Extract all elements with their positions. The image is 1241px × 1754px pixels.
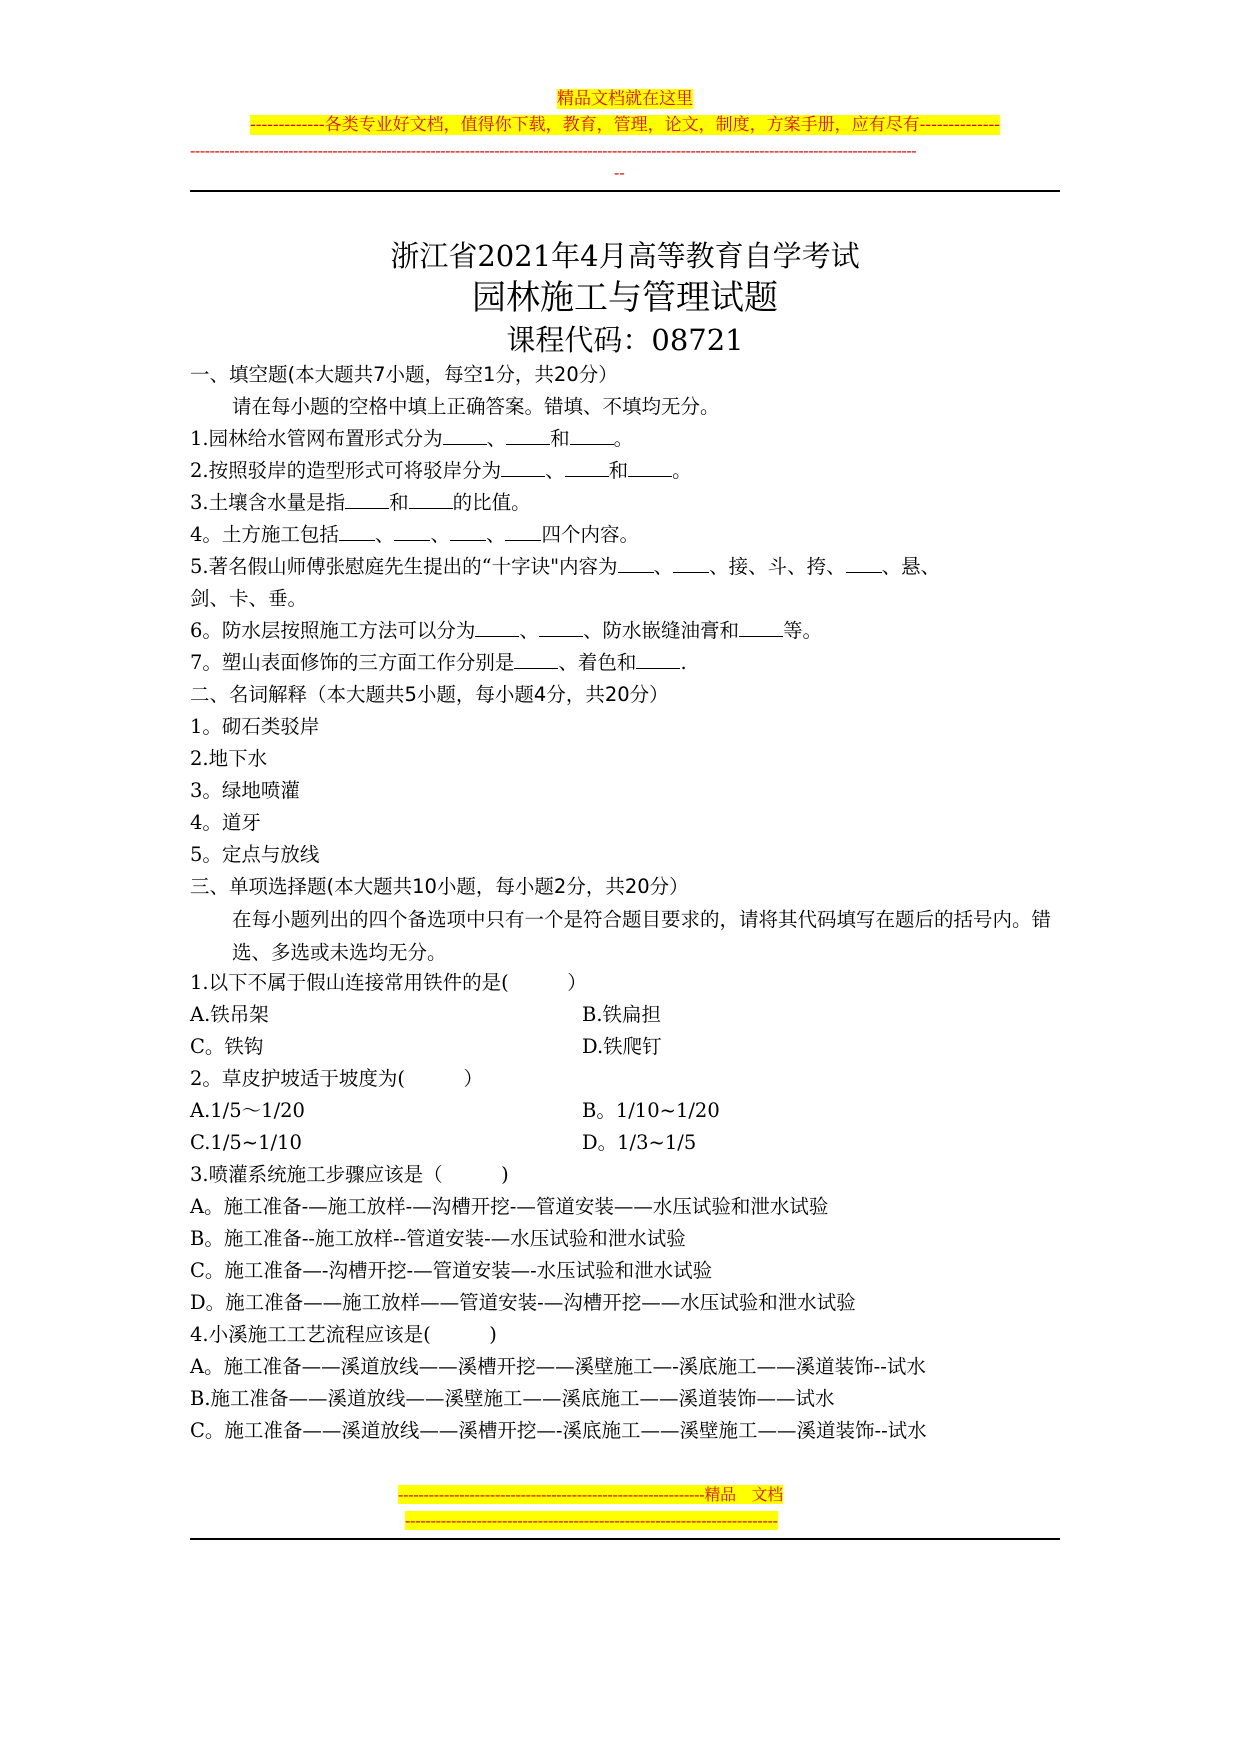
s1-question-5-cont: 剑、卡、垂。 <box>190 587 308 610</box>
s1-question-2: 2.按照驳岸的造型形式可将驳岸分为 、 和 。 <box>190 459 692 482</box>
s3-q4-option-a: A。施工准备——溪道放线——溪槽开挖——溪壁施工—-溪底施工——溪道装饰--试水 <box>190 1355 926 1378</box>
s3-question-1-stem: 1.以下不属于假山连接常用铁件的是( ） <box>190 971 587 994</box>
s3-question-2-stem: 2。草皮护坡适于坡度为( ） <box>190 1067 484 1090</box>
s3-q2-option-b: B。1/10~1/20 <box>582 1099 720 1122</box>
subject-title: 园林施工与管理试题 <box>472 278 778 318</box>
header-dash-tail: -- <box>614 163 625 182</box>
footer-rule <box>190 1538 1060 1540</box>
s3-q4-option-c: C。施工准备——溪道放线——溪槽开挖—-溪底施工——溪壁施工——溪道装饰--试水 <box>190 1419 927 1442</box>
s3-q3-option-b: B。施工准备--施工放样--管道安装-—水压试验和泄水试验 <box>190 1227 686 1250</box>
s3-q1-option-b: B.铁扁担 <box>582 1003 662 1026</box>
s3-q1-option-a: A.铁吊架 <box>190 1003 269 1026</box>
s2-term-1: 1。砌石类驳岸 <box>190 715 320 738</box>
s2-term-5: 5。定点与放线 <box>190 843 320 866</box>
section2-heading: 二、名词解释（本大题共5小题，每小题4分，共20分） <box>190 683 669 706</box>
s2-term-2: 2.地下水 <box>190 747 268 770</box>
header-line-1: 精品文档就在这里 <box>557 89 693 109</box>
footer-line-2: ------------------------------------------------------------------------- <box>405 1511 778 1530</box>
s1-question-1: 1.园林给水管网布置形式分为 、 和 。 <box>190 427 634 450</box>
footer-line-1: ------------------------------------------------------------精品 文档 <box>398 1485 783 1504</box>
header-rule <box>190 190 1060 192</box>
s1-question-7: 7。塑山表面修饰的三方面工作分别是 、着色和 . <box>190 651 687 674</box>
s3-q2-option-a: A.1/5～1/20 <box>190 1099 305 1122</box>
section3-instruction: 在每小题列出的四个备选项中只有一个是符合题目要求的，请将其代码填写在题后的括号内。错选、多选或未选均无分。 <box>232 908 1052 964</box>
s3-q2-option-d: D。1/3~1/5 <box>582 1131 697 1154</box>
s2-term-3: 3。绿地喷灌 <box>190 779 300 802</box>
s3-q2-option-c: C.1/5~1/10 <box>190 1131 302 1154</box>
s3-q4-option-b: B.施工准备——溪道放线——溪壁施工——溪底施工——溪道装饰——试水 <box>190 1387 835 1410</box>
course-code: 课程代码：08721 <box>506 323 744 357</box>
section1-instruction: 请在每小题的空格中填上正确答案。错填、不填均无分。 <box>232 395 720 418</box>
s3-q3-option-a: A。施工准备-—施工放样-—沟槽开挖-—管道安装——水压试验和泄水试验 <box>190 1195 829 1218</box>
s3-q1-option-c: C。铁钩 <box>190 1035 264 1058</box>
s1-question-6: 6。防水层按照施工方法可以分为 、 、防水嵌缝油膏和 等。 <box>190 619 822 642</box>
s2-term-4: 4。道牙 <box>190 811 261 834</box>
exam-title: 浙江省2021年4月高等教育自学考试 <box>390 239 860 273</box>
header-line-2: -------------各类专业好文档，值得你下载，教育，管理，论文，制度，方案手册，应有尽有-------------- <box>249 115 1001 135</box>
section1-heading: 一、填空题(本大题共7小题，每空1分，共20分） <box>190 363 618 386</box>
s1-question-3: 3.土壤含水量是指 和 的比值。 <box>190 491 531 514</box>
s1-question-4: 4。土方施工包括 、 、 、 四个内容。 <box>190 523 639 546</box>
s3-question-3-stem: 3.喷灌系统施工步骤应该是（ ) <box>190 1163 509 1186</box>
header-dash-line: ---------------------------------------------------------------------------------------------------------------------------------------------------- <box>190 141 917 160</box>
s3-question-4-stem: 4.小溪施工工艺流程应该是( ) <box>190 1323 497 1346</box>
page-header <box>190 88 1060 140</box>
s3-q3-option-c: C。施工准备—-沟槽开挖-—管道安装—-水压试验和泄水试验 <box>190 1259 713 1282</box>
s3-q3-option-d: D。施工准备——施工放样——管道安装-—沟槽开挖——水压试验和泄水试验 <box>190 1291 856 1314</box>
section3-heading: 三、单项选择题(本大题共10小题，每小题2分，共20分） <box>190 875 689 898</box>
s1-question-5: 5.著名假山师傅张慰庭先生提出的“十字诀"内容为 、 、接、斗、挎、 、悬、 <box>190 555 941 578</box>
s3-q1-option-d: D.铁爬钉 <box>582 1035 662 1058</box>
